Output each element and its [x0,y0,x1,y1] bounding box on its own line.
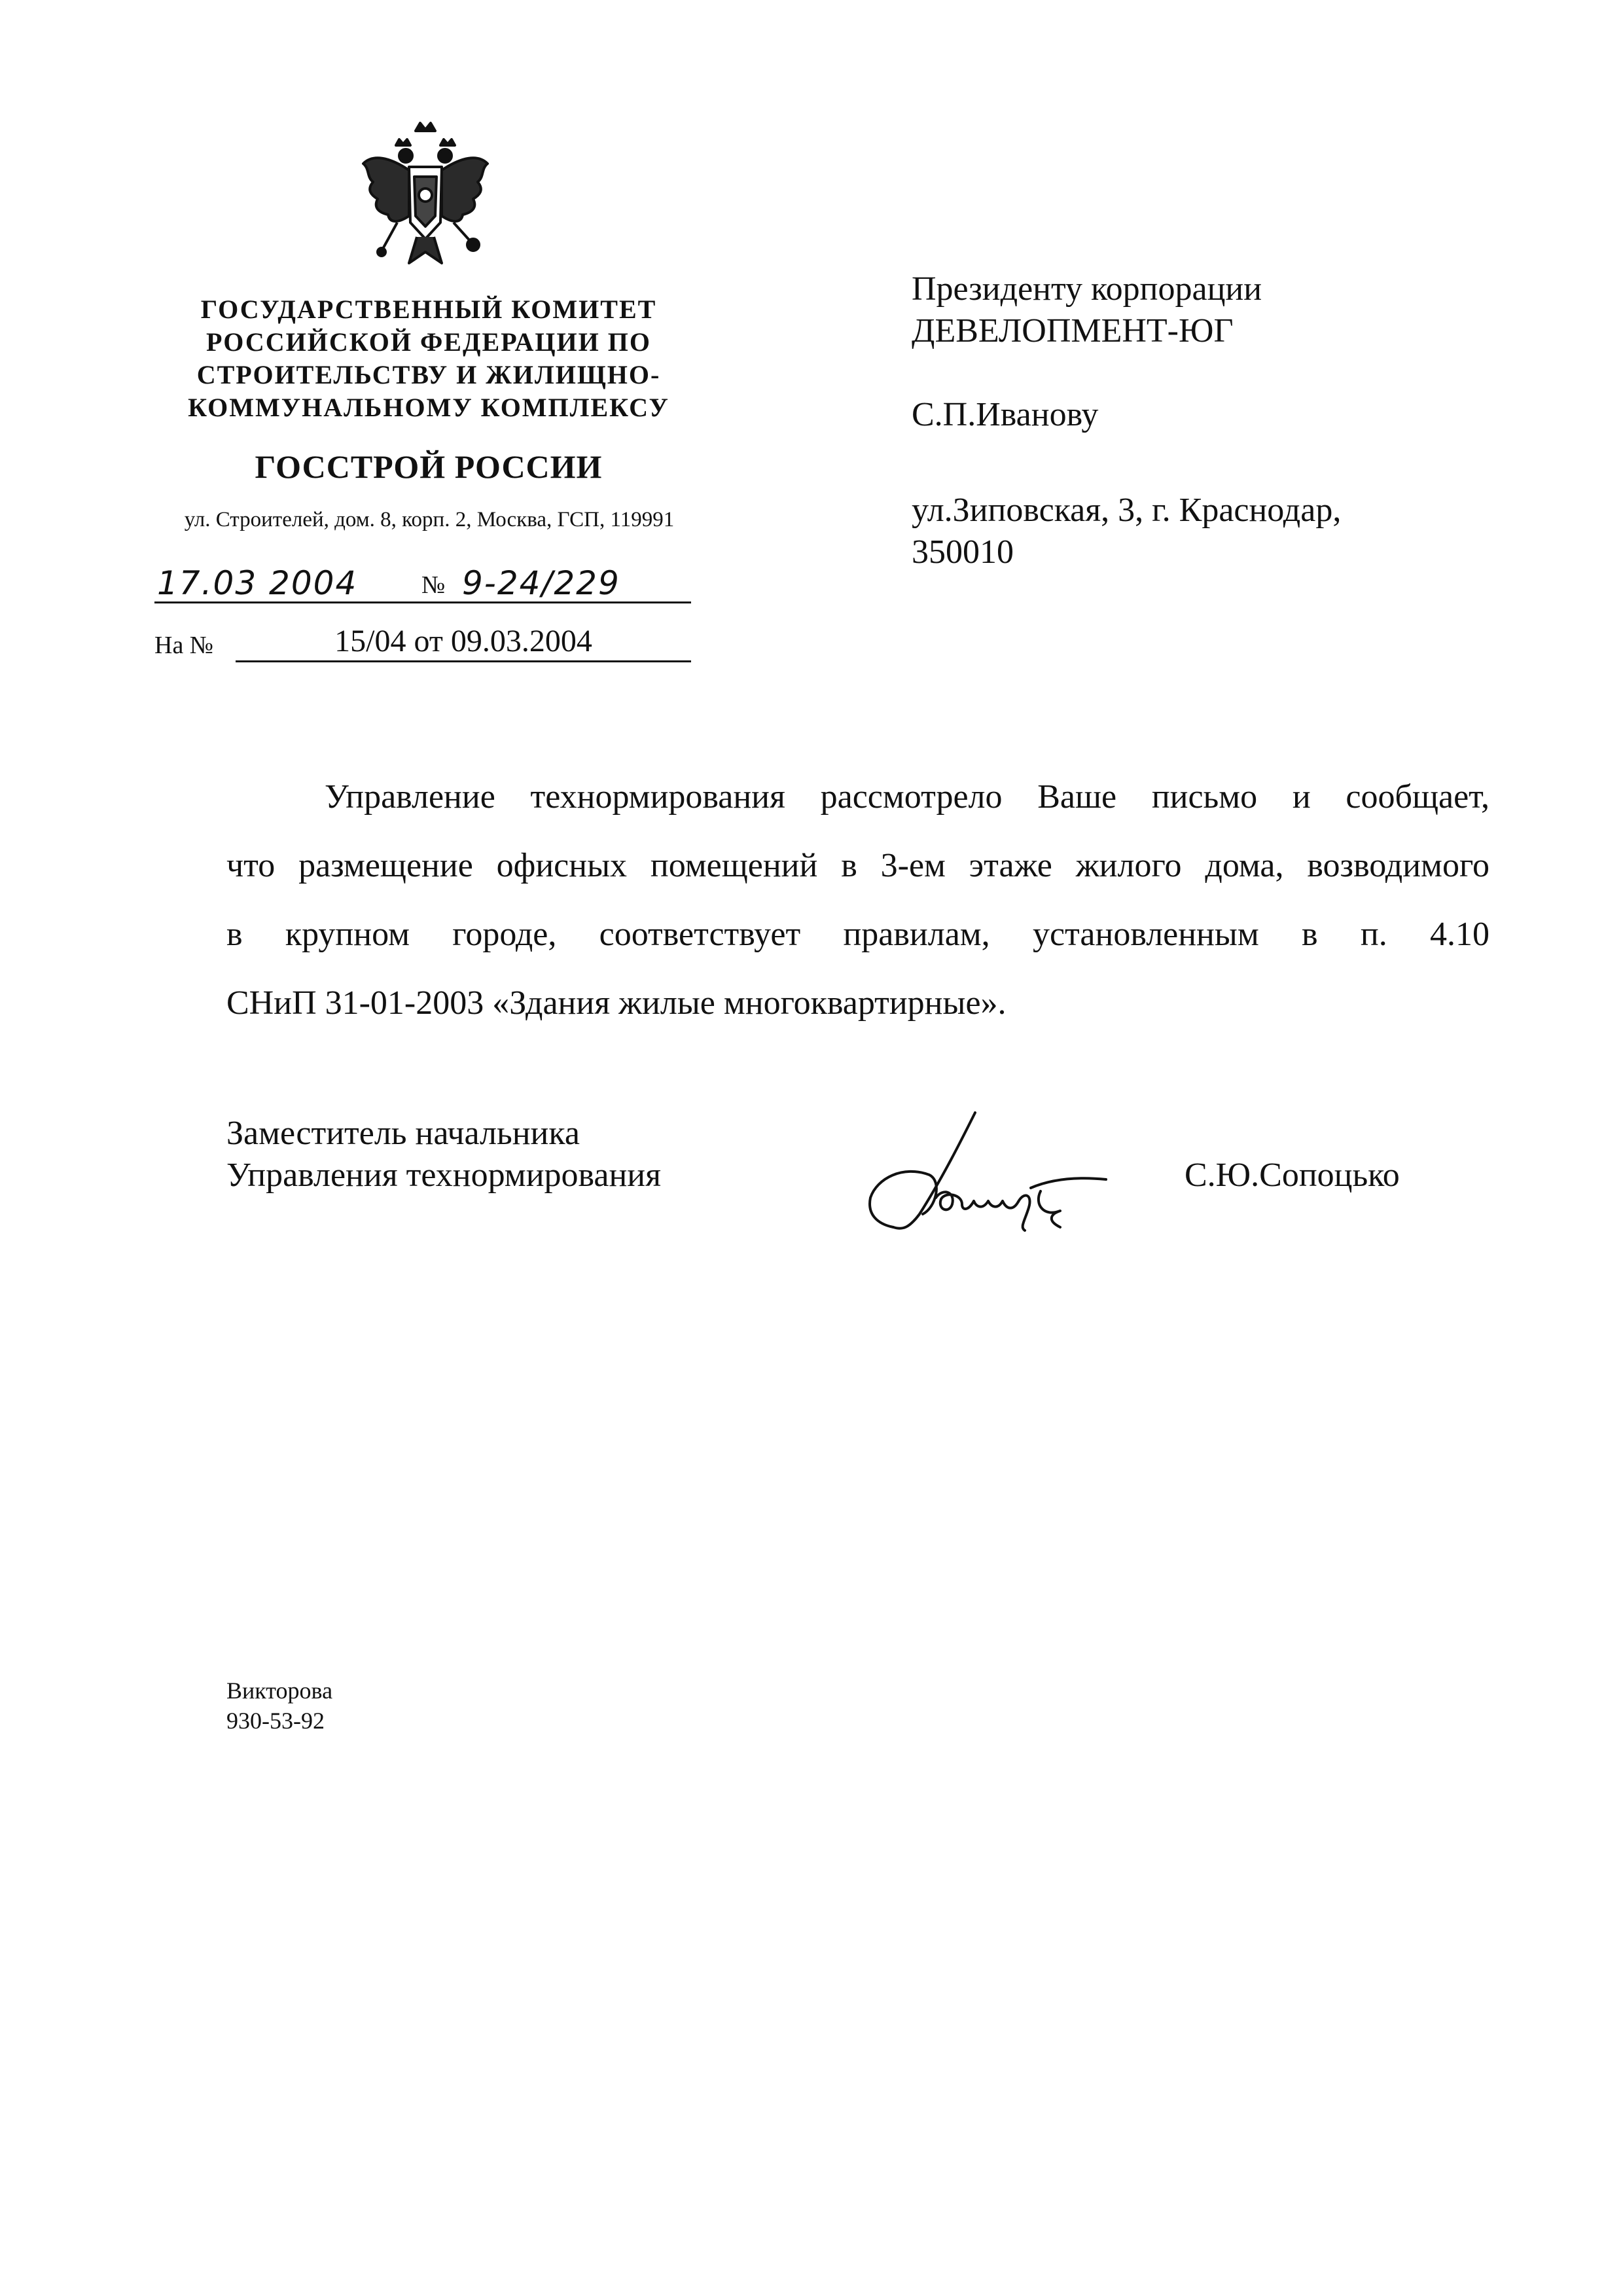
org-line: КОММУНАЛЬНОМУ КОМПЛЕКСУ [188,393,669,422]
signer-position-line: Управления технормирования [226,1157,662,1194]
recipient-name: С.П.Иванову [912,396,1099,433]
registration-number: 9-24/229 [462,564,620,602]
signer-position [226,1113,815,1196]
body-line: СНиП 31-01-2003 «Здания жилые многоквартирные». [226,984,1007,1022]
recipient-title: Президенту корпорации [912,270,1262,308]
letter-body [226,762,1489,1037]
coat-of-arms-emblem [357,118,494,272]
body-line: в крупном городе, соответствует правилам, установленным в п. 4.10 [226,916,1489,953]
reference-label: На № [154,632,214,659]
organization-address: ул. Строителей, дом. 8, корп. 2, Москва, ГСП, 119991 [184,508,675,531]
org-line: ГОСУДАРСТВЕННЫЙ КОМИТЕТ [200,295,657,324]
handwritten-signature [864,1100,1171,1250]
reference-value: 15/04 от 09.03.2004 [236,623,691,662]
organization-name [164,293,694,424]
executor-block [226,1676,332,1736]
registration-line [154,562,691,607]
signer-position-line: Заместитель начальника [226,1115,580,1152]
executor-name: Викторова [226,1677,333,1704]
executor-phone: 930-53-92 [226,1708,325,1734]
body-line: Управление технормирования рассмотрело Ваше письмо и сообщает, [325,778,1489,816]
reference-line [154,622,691,668]
recipient-address-line: ул.Зиповская, 3, г. Краснодар, [912,492,1342,529]
recipient-postcode: 350010 [912,533,1014,571]
signer-name: С.Ю.Сопоцько [1185,1157,1400,1194]
org-line: СТРОИТЕЛЬСТВУ И ЖИЛИЩНО- [196,360,661,389]
body-line: что размещение офисных помещений в 3-ем этаже жилого дома, возводимого [226,847,1489,884]
recipient-company: ДЕВЕЛОПМЕНТ-ЮГ [912,312,1234,350]
registration-date: 17.03 2004 [157,564,358,602]
organization-short-name: ГОССТРОЙ РОССИИ [255,448,603,485]
org-line: РОССИЙСКОЙ ФЕДЕРАЦИИ ПО [206,327,651,357]
registration-number-label: № [421,571,446,599]
recipient-block [912,268,1540,573]
